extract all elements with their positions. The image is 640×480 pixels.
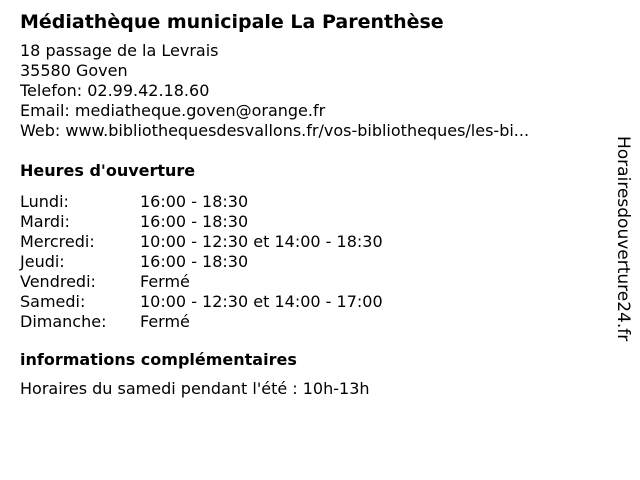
day-hours: 16:00 - 18:30 xyxy=(140,252,249,271)
hours-row-lundi xyxy=(20,192,595,212)
day-hours: 16:00 - 18:30 xyxy=(140,192,249,211)
day-label: Vendredi: xyxy=(20,272,96,291)
hours-row-samedi xyxy=(20,292,595,312)
day-hours: 10:00 - 12:30 et 14:00 - 17:00 xyxy=(140,292,383,311)
day-label: Jeudi: xyxy=(20,252,65,271)
library-name: Médiathèque municipale La Parenthèse xyxy=(20,11,444,33)
info-heading: informations complémentaires xyxy=(20,350,297,369)
day-label: Mercredi: xyxy=(20,232,95,251)
day-label: Dimanche: xyxy=(20,312,107,331)
day-label: Samedi: xyxy=(20,292,86,311)
info-text: Horaires du samedi pendant l'été : 10h-13h xyxy=(20,379,370,398)
day-hours: 16:00 - 18:30 xyxy=(140,212,249,231)
day-hours: Fermé xyxy=(140,272,190,291)
address-street: 18 passage de la Levrais xyxy=(20,41,219,60)
hours-row-mercredi xyxy=(20,232,595,252)
library-card xyxy=(20,9,595,399)
hours-row-mardi xyxy=(20,212,595,232)
contact-block xyxy=(20,41,595,141)
web-link[interactable]: Web: www.bibliothequesdesvallons.fr/vos-bibliotheques/les-bi... xyxy=(20,121,530,140)
hours-row-dimanche xyxy=(20,312,595,332)
day-label: Lundi: xyxy=(20,192,69,211)
phone-text: Telefon: 02.99.42.18.60 xyxy=(20,81,210,100)
hours-table xyxy=(20,192,595,332)
site-watermark: Horairesdouverture24.fr xyxy=(613,136,633,342)
hours-heading: Heures d'ouverture xyxy=(20,161,196,180)
day-hours: Fermé xyxy=(140,312,190,331)
day-label: Mardi: xyxy=(20,212,70,231)
day-hours: 10:00 - 12:30 et 14:00 - 18:30 xyxy=(140,232,383,251)
hours-row-vendredi xyxy=(20,272,595,292)
hours-row-jeudi xyxy=(20,252,595,272)
email-text: Email: mediatheque.goven@orange.fr xyxy=(20,101,326,120)
address-city: 35580 Goven xyxy=(20,61,128,80)
